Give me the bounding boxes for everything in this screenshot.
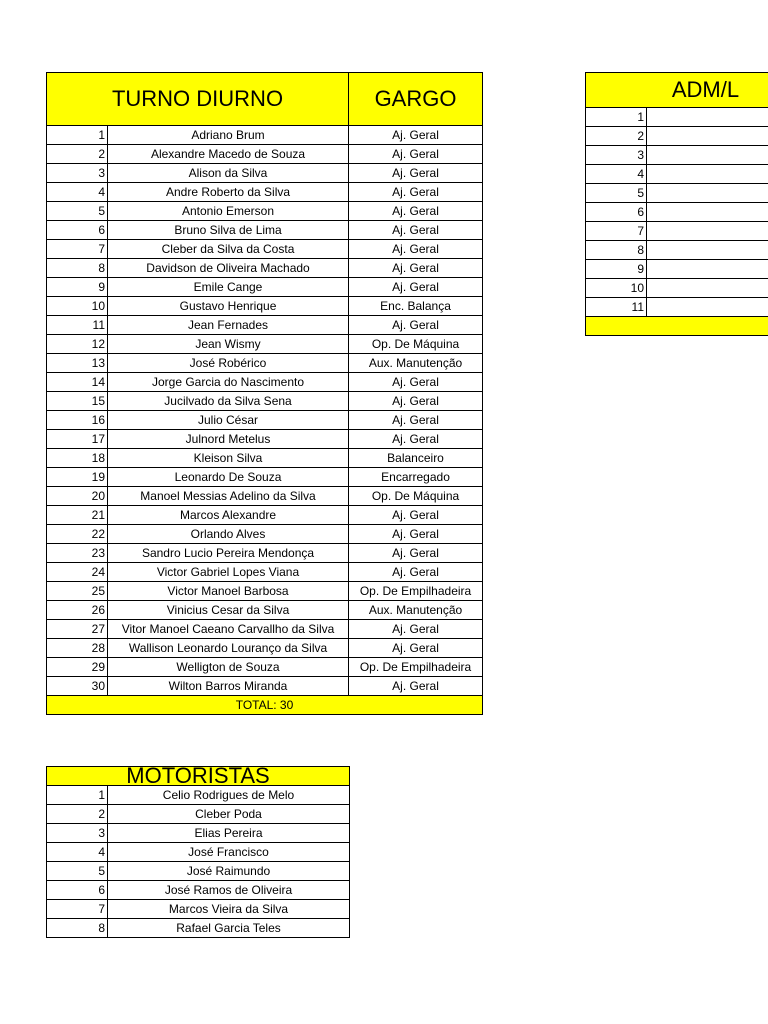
- table-row: [47, 145, 483, 164]
- table-row: [47, 183, 483, 202]
- employee-role: Op. De Empilhadeira: [349, 582, 483, 601]
- table-row: [47, 919, 350, 938]
- table-row: [47, 862, 350, 881]
- empty-cell: [647, 279, 768, 298]
- empty-cell: [647, 165, 768, 184]
- employee-role: Aj. Geral: [349, 259, 483, 278]
- table-row: [586, 184, 768, 203]
- employee-role: Aj. Geral: [349, 240, 483, 259]
- table-row: [47, 786, 350, 805]
- row-number: 24: [47, 563, 108, 582]
- row-number: 9: [586, 260, 647, 279]
- driver-name: Cleber Poda: [108, 805, 350, 824]
- table-row: [586, 298, 768, 317]
- employee-role: Aj. Geral: [349, 392, 483, 411]
- employee-name: Antonio Emerson: [108, 202, 349, 221]
- row-number: 14: [47, 373, 108, 392]
- empty-cell: [647, 241, 768, 260]
- employee-role: Aj. Geral: [349, 221, 483, 240]
- employee-name: Jean Wismy: [108, 335, 349, 354]
- employee-name: Alison da Silva: [108, 164, 349, 183]
- row-number: 25: [47, 582, 108, 601]
- employee-role: Aj. Geral: [349, 639, 483, 658]
- employee-role: Aj. Geral: [349, 544, 483, 563]
- employee-name: Marcos Alexandre: [108, 506, 349, 525]
- employee-name: Jorge Garcia do Nascimento: [108, 373, 349, 392]
- driver-name: Rafael Garcia Teles: [108, 919, 350, 938]
- row-number: 2: [586, 127, 647, 146]
- table-row: [47, 824, 350, 843]
- table-row: [47, 639, 483, 658]
- table-row: [47, 164, 483, 183]
- row-number: 6: [47, 881, 108, 900]
- empty-cell: [647, 222, 768, 241]
- employee-role: Aj. Geral: [349, 563, 483, 582]
- employee-name: Julnord Metelus: [108, 430, 349, 449]
- row-number: 10: [47, 297, 108, 316]
- table-row: [47, 373, 483, 392]
- table-row: [47, 259, 483, 278]
- employee-name: Adriano Brum: [108, 126, 349, 145]
- employee-name: Victor Manoel Barbosa: [108, 582, 349, 601]
- row-number: 3: [47, 164, 108, 183]
- employee-role: Aj. Geral: [349, 506, 483, 525]
- row-number: 17: [47, 430, 108, 449]
- turno-header-row: [47, 73, 483, 126]
- row-number: 29: [47, 658, 108, 677]
- employee-role: Op. De Máquina: [349, 335, 483, 354]
- table-row: [586, 146, 768, 165]
- employee-role: Enc. Balança: [349, 297, 483, 316]
- table-row: [47, 487, 483, 506]
- table-row: [47, 881, 350, 900]
- driver-name: José Ramos de Oliveira: [108, 881, 350, 900]
- employee-name: Wilton Barros Miranda: [108, 677, 349, 696]
- employee-name: Leonardo De Souza: [108, 468, 349, 487]
- row-number: 19: [47, 468, 108, 487]
- table-row: [47, 843, 350, 862]
- adm-table-clip: [585, 72, 768, 342]
- table-row: [47, 677, 483, 696]
- driver-name: José Francisco: [108, 843, 350, 862]
- turno-header-name: TURNO DIURNO: [47, 73, 349, 126]
- motoristas-table: [46, 766, 350, 938]
- employee-name: Emile Cange: [108, 278, 349, 297]
- row-number: 1: [586, 108, 647, 127]
- table-row: [47, 601, 483, 620]
- employee-role: Op. De Empilhadeira: [349, 658, 483, 677]
- row-number: 21: [47, 506, 108, 525]
- row-number: 16: [47, 411, 108, 430]
- table-row: [586, 241, 768, 260]
- table-row: [47, 563, 483, 582]
- employee-role: Aj. Geral: [349, 145, 483, 164]
- driver-name: Celio Rodrigues de Melo: [108, 786, 350, 805]
- row-number: 13: [47, 354, 108, 373]
- employee-role: Aj. Geral: [349, 411, 483, 430]
- table-row: [47, 805, 350, 824]
- employee-name: Wallison Leonardo Louranço da Silva: [108, 639, 349, 658]
- row-number: 4: [47, 843, 108, 862]
- table-row: [47, 411, 483, 430]
- row-number: 2: [47, 805, 108, 824]
- table-row: [47, 449, 483, 468]
- row-number: 9: [47, 278, 108, 297]
- adm-header: ADM/L: [586, 73, 768, 108]
- table-row: [586, 108, 768, 127]
- employee-role: Balanceiro: [349, 449, 483, 468]
- row-number: 7: [586, 222, 647, 241]
- adm-footer: [586, 317, 768, 336]
- driver-name: José Raimundo: [108, 862, 350, 881]
- table-row: [47, 525, 483, 544]
- employee-name: Welligton de Souza: [108, 658, 349, 677]
- row-number: 23: [47, 544, 108, 563]
- row-number: 7: [47, 900, 108, 919]
- employee-role: Aj. Geral: [349, 164, 483, 183]
- row-number: 4: [47, 183, 108, 202]
- employee-name: Jucilvado da Silva Sena: [108, 392, 349, 411]
- row-number: 5: [47, 202, 108, 221]
- employee-name: José Robérico: [108, 354, 349, 373]
- employee-name: Cleber da Silva da Costa: [108, 240, 349, 259]
- employee-name: Gustavo Henrique: [108, 297, 349, 316]
- table-row: [47, 582, 483, 601]
- employee-name: Sandro Lucio Pereira Mendonça: [108, 544, 349, 563]
- turno-diurno-table: [46, 72, 483, 715]
- table-row: [586, 127, 768, 146]
- total-label: TOTAL: 30: [47, 696, 483, 715]
- employee-role: Aj. Geral: [349, 316, 483, 335]
- row-number: 22: [47, 525, 108, 544]
- employee-name: Orlando Alves: [108, 525, 349, 544]
- empty-cell: [647, 260, 768, 279]
- employee-role: Op. De Máquina: [349, 487, 483, 506]
- total-row: [47, 696, 483, 715]
- row-number: 7: [47, 240, 108, 259]
- table-row: [47, 221, 483, 240]
- employee-role: Aux. Manutenção: [349, 354, 483, 373]
- table-row: [47, 354, 483, 373]
- row-number: 10: [586, 279, 647, 298]
- driver-name: Elias Pereira: [108, 824, 350, 843]
- employee-name: Manoel Messias Adelino da Silva: [108, 487, 349, 506]
- table-row: [586, 165, 768, 184]
- employee-role: Encarregado: [349, 468, 483, 487]
- employee-name: Julio César: [108, 411, 349, 430]
- employee-name: Jean Fernades: [108, 316, 349, 335]
- motoristas-header: MOTORISTAS: [47, 767, 350, 786]
- driver-name: Marcos Vieira da Silva: [108, 900, 350, 919]
- employee-name: Andre Roberto da Silva: [108, 183, 349, 202]
- table-row: [586, 260, 768, 279]
- table-row: [47, 544, 483, 563]
- row-number: 3: [586, 146, 647, 165]
- employee-role: Aj. Geral: [349, 430, 483, 449]
- row-number: 11: [47, 316, 108, 335]
- row-number: 30: [47, 677, 108, 696]
- table-row: [586, 279, 768, 298]
- row-number: 1: [47, 126, 108, 145]
- employee-name: Vitor Manoel Caeano Carvallho da Silva: [108, 620, 349, 639]
- employee-role: Aj. Geral: [349, 183, 483, 202]
- row-number: 26: [47, 601, 108, 620]
- adm-table: [585, 72, 768, 336]
- empty-cell: [647, 146, 768, 165]
- row-number: 12: [47, 335, 108, 354]
- table-row: [47, 620, 483, 639]
- table-row: [47, 316, 483, 335]
- empty-cell: [647, 203, 768, 222]
- row-number: 8: [586, 241, 647, 260]
- employee-role: Aj. Geral: [349, 373, 483, 392]
- employee-role: Aux. Manutenção: [349, 601, 483, 620]
- table-row: [47, 430, 483, 449]
- adm-footer-row: [586, 317, 768, 336]
- empty-cell: [647, 184, 768, 203]
- employee-name: Victor Gabriel Lopes Viana: [108, 563, 349, 582]
- row-number: 2: [47, 145, 108, 164]
- table-row: [47, 202, 483, 221]
- row-number: 20: [47, 487, 108, 506]
- turno-header-role: GARGO: [349, 73, 483, 126]
- empty-cell: [647, 298, 768, 317]
- row-number: 6: [47, 221, 108, 240]
- row-number: 8: [47, 919, 108, 938]
- employee-role: Aj. Geral: [349, 677, 483, 696]
- employee-role: Aj. Geral: [349, 620, 483, 639]
- table-row: [586, 203, 768, 222]
- table-row: [47, 506, 483, 525]
- row-number: 8: [47, 259, 108, 278]
- row-number: 6: [586, 203, 647, 222]
- row-number: 28: [47, 639, 108, 658]
- empty-cell: [647, 108, 768, 127]
- table-row: [47, 900, 350, 919]
- table-row: [47, 278, 483, 297]
- row-number: 1: [47, 786, 108, 805]
- table-row: [47, 392, 483, 411]
- row-number: 5: [586, 184, 647, 203]
- employee-name: Davidson de Oliveira Machado: [108, 259, 349, 278]
- table-row: [47, 658, 483, 677]
- employee-role: Aj. Geral: [349, 525, 483, 544]
- row-number: 11: [586, 298, 647, 317]
- employee-name: Alexandre Macedo de Souza: [108, 145, 349, 164]
- table-row: [47, 240, 483, 259]
- employee-role: Aj. Geral: [349, 126, 483, 145]
- row-number: 5: [47, 862, 108, 881]
- table-row: [47, 335, 483, 354]
- row-number: 15: [47, 392, 108, 411]
- adm-header-row: [586, 73, 768, 108]
- employee-role: Aj. Geral: [349, 278, 483, 297]
- motoristas-header-row: [47, 767, 350, 786]
- table-row: [47, 126, 483, 145]
- table-row: [47, 468, 483, 487]
- employee-name: Kleison Silva: [108, 449, 349, 468]
- row-number: 18: [47, 449, 108, 468]
- row-number: 4: [586, 165, 647, 184]
- employee-name: Vinicius Cesar da Silva: [108, 601, 349, 620]
- table-row: [586, 222, 768, 241]
- row-number: 27: [47, 620, 108, 639]
- row-number: 3: [47, 824, 108, 843]
- table-row: [47, 297, 483, 316]
- employee-name: Bruno Silva de Lima: [108, 221, 349, 240]
- empty-cell: [647, 127, 768, 146]
- employee-role: Aj. Geral: [349, 202, 483, 221]
